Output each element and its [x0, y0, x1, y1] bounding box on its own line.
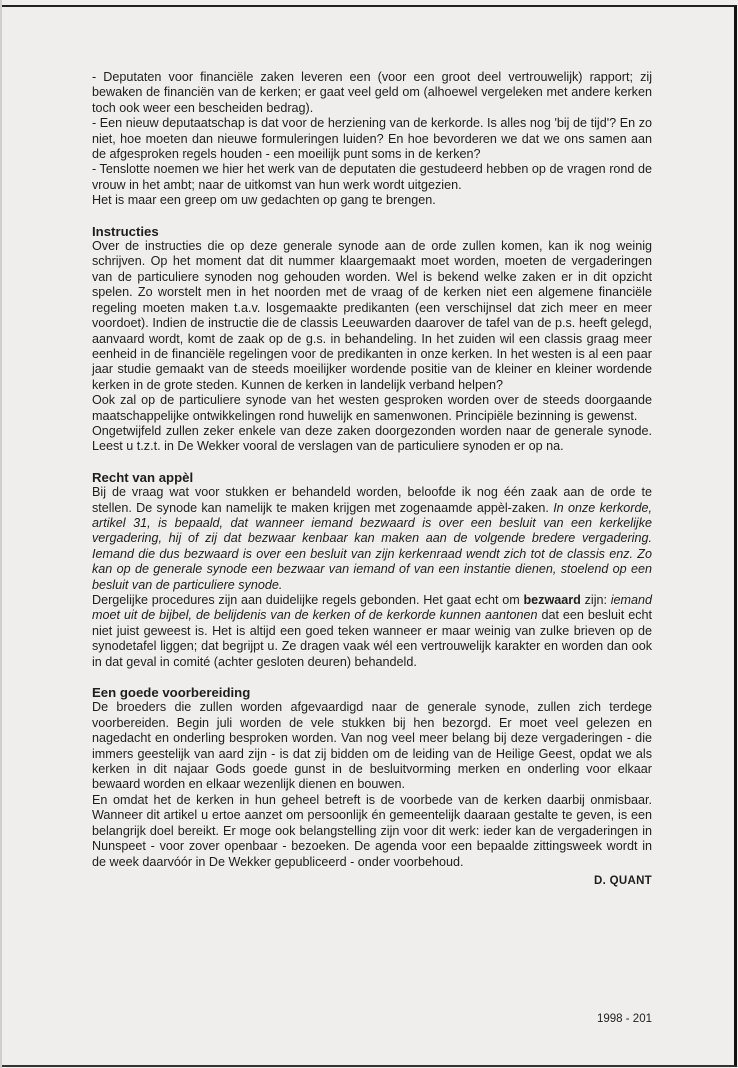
article-body [92, 70, 652, 889]
page-number: 1998 - 201 [597, 1013, 652, 1025]
intro-paragraph: - Deputaten voor financiële zaken leveren een (voor een groot deel vertrouwelijk) rapport; zij bewaken de financiën van de kerken; er gaat veel geld om (alhoewel vergeleken met andere kerken toch ook weer een bescheiden bedrag). [92, 70, 652, 115]
paragraph: En omdat het de kerken in hun geheel betreft is de voorbede van de kerken daarbij onmisbaar. Wanneer dit artikel u ertoe aanzet om persoonlijk én gemeentelijk daaraan gestalte te geven, is een belangrijk doel bereikt. Er moge ook belangstelling zijn voor dit werk: ieder kan de vergaderingen in Nunspeet - voor zover openbaar - bezoeken. De agenda voor een bepaalde zittingsweek wordt in de week daarvóór in De Wekker gepubliceerd - onder voorbehoud. [92, 792, 652, 869]
paragraph-text: Dergelijke procedures zijn aan duidelijke regels gebonden. Het gaat echt om [92, 593, 520, 607]
emphasis-bezwaard: bezwaard [523, 593, 581, 607]
paragraph: Ook zal op de particuliere synode van het westen gesproken worden over de steeds doorgaande maatschappelijke ontwikkelingen rond huwelijk en samenwonen. Principiële bezinning is gewenst. [92, 393, 652, 423]
quote-bijbel: iemand moet uit de bijbel, de belijdenis van de kerken of de kerkorde kunnen aantonen [92, 593, 653, 623]
section-recht-van-appel [92, 470, 652, 670]
paragraph-text: dat een besluit echt niet juist geweest is. Het is altijd een goed teken wanneer er maar weinig van zulke brieven op de synodetafel liggen; dat begrijpt u. Ze dragen vaak wél een vertrouwelijk karakter en worden dan ook in dat geval in comité (achter gesloten deuren) behandeld. [92, 608, 652, 669]
paragraph: Ongetwijfeld zullen zeker enkele van deze zaken doorgezonden worden naar de generale synode. Leest u t.z.t. in De Wekker vooral de verslagen van de particuliere synoden er op na. [92, 423, 652, 454]
section-voorbereiding [92, 685, 652, 870]
intro-paragraph: Het is maar een greep om uw gedachten op gang te brengen. [92, 193, 436, 208]
intro-paragraph: - Een nieuw deputaatschap is dat voor de herziening van de kerkorde. Is alles nog 'bij de tijd'? En zo niet, hoe moeten dan nieuwe formuleringen luiden? En hoe bevorderen we dat we ons samen aan de afgesproken regels houden - een moeilijk punt soms in de kerken? [92, 116, 652, 162]
section-heading: Een goede voorbereiding [92, 685, 251, 701]
paragraph: Over de instructies die op deze generale synode aan de orde zullen komen, kan ik nog weinig schrijven. Op het moment dat dit nummer klaargemaakt moet worden, moeten de vergaderingen van de particuliere synoden nog gehouden worden. Wel is bekend welke zaken er in dit opzicht spelen. Zo worstelt men in het noorden met de vraag of de kerken niet een algemene financiële regeling moeten maken t.a.v. losgemaakte predikanten (een verschijnsel dat zich meer en meer voordoet). Indien de instructie die de classis Leeuwarden daarover de tafel van de p.s. heeft gelegd, aanvaard wordt, komt de zaak op de g.s. in behandeling. In het zuiden wil een classis graag meer eenheid in de financiële regelingen voor de predikanten in onze kerken. In het westen is al een paar jaar studie gemaakt van de steeds moeilijker wordende positie van de kleiner en kleiner wordende kerken in de grote steden. Kunnen de kerken in landelijk verband helpen? [92, 239, 652, 392]
paragraph [92, 485, 652, 593]
paragraph-text: Bij de vraag wat voor stukken er behandeld worden, beloofde ik nog één zaak aan de orde te stellen. De synode kan namelijk te maken krijgen met zogenaamde appèl-zaken. [92, 485, 652, 515]
paragraph-text: zijn: [584, 593, 607, 607]
section-heading: Recht van appèl [92, 469, 194, 485]
section-instructies [92, 224, 652, 455]
section-heading: Instructies [92, 223, 159, 239]
intro-block [92, 70, 652, 209]
author-signature: D. QUANT [594, 874, 652, 887]
intro-paragraph: - Tenslotte noemen we hier het werk van de deputaten die gestudeerd hebben op de vragen rond de vrouw in het ambt; naar de uitkomst van hun werk wordt uitgezien. [92, 162, 652, 192]
paragraph [92, 593, 652, 670]
paragraph: De broeders die zullen worden afgevaardigd naar de generale synode, zullen zich terdege voorbereiden. Begin juli worden de vele stukken bij hen bezorgd. Er moet veel gelezen en nagedacht en onderling besproken worden. Van nog veel meer belang bij deze vergaderingen - die immers geestelijk van aard zijn - is dat zij bidden om de leiding van de Heilige Geest, opdat we als kerken in dit najaar Gods goede gunst in de besluitvorming merken en onderling voor elkaar bewaard worden en elkaar wezenlijk dienen en bouwen. [92, 700, 652, 792]
quote-kerkorde: In onze kerkorde, artikel 31, is bepaald, dat wanneer iemand bezwaard is over een besluit van een kerkelijke vergadering, hij of zij dat bezwaar kenbaar kan maken aan de volgende bredere vergadering. Iemand die dus bezwaard is over een besluit van zijn kerkenraad wendt zich tot de classis enz. Zo kan op de generale synode een bezwaar van iemand of van een instantie dienen, stoelend op een besluit van de particuliere synode. [92, 500, 652, 592]
